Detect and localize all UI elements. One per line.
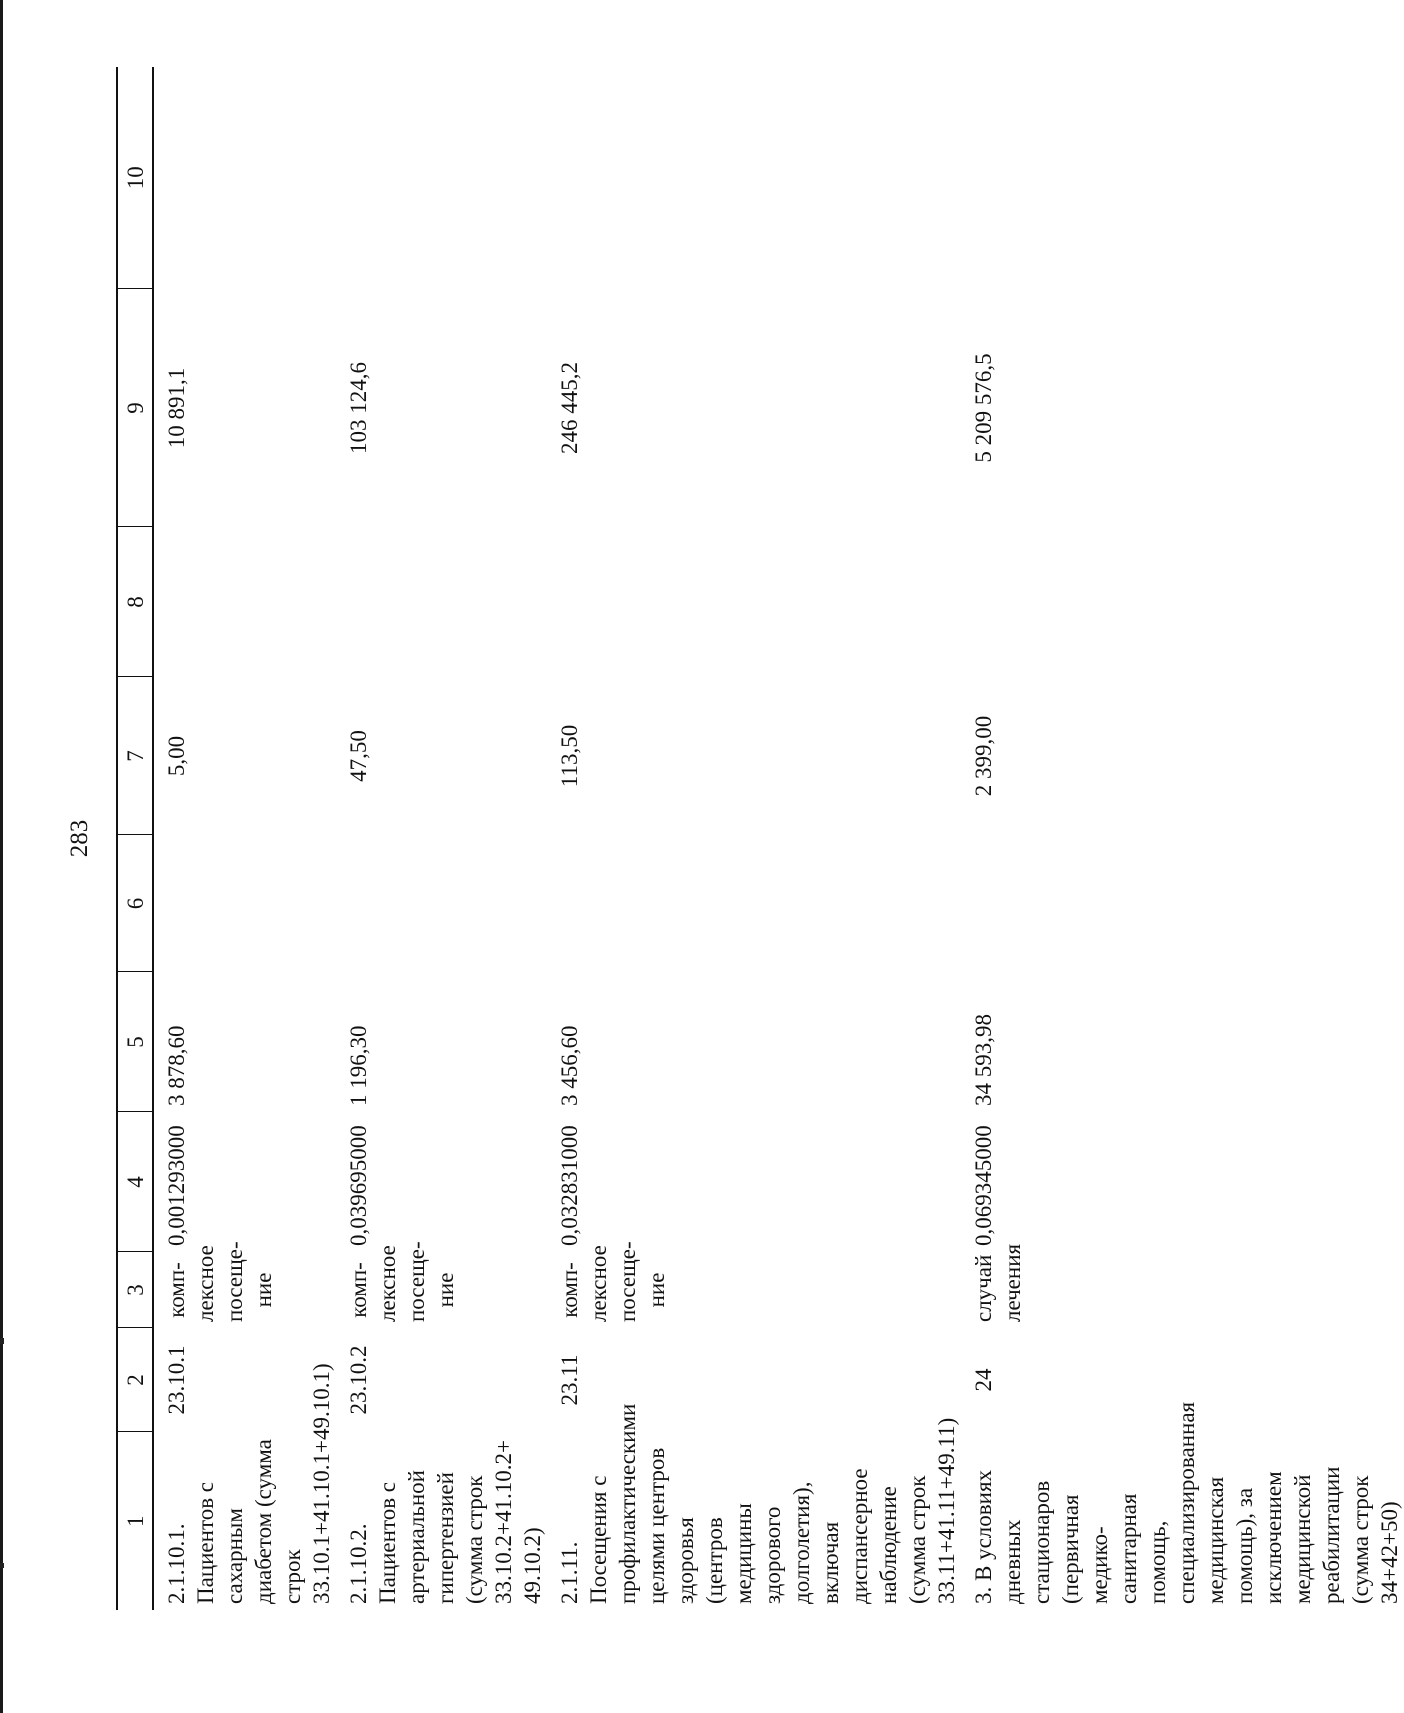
scan-edge-line	[0, 0, 3, 1713]
row-code-cell: 24	[971, 1368, 996, 1392]
header-cell	[117, 527, 153, 677]
row-col8-cell	[547, 527, 961, 677]
header-label: 1	[122, 1515, 148, 1527]
data-table	[116, 67, 1404, 1610]
row-col6-cell	[336, 835, 547, 972]
header-label: 7	[122, 750, 148, 762]
row-name-cell: 2.1.11. Посещения с профилактическими целями центров здоровья (центров медицины здорового долголетия), включая диспансерное наблюдение (сумма строк 33.11+41.11+49.11)	[557, 1403, 959, 1604]
row-col7-cell: 2 399,00	[971, 715, 996, 797]
row-col5-cell: 3 456,60	[557, 1025, 582, 1106]
header-cell	[117, 972, 153, 1112]
row-col10-cell	[153, 67, 336, 289]
row-unit-cell: случай лечения	[971, 1243, 1025, 1322]
header-label: 3	[122, 1284, 148, 1296]
row-col9-cell: 103 124,6	[346, 362, 371, 454]
table-row	[547, 67, 961, 1610]
row-col10-cell	[547, 67, 961, 289]
row-unit-cell: комп-лексное посеще-ние	[346, 1241, 458, 1322]
row-name-cell: 2.1.10.1. Пациентов с сахарным диабетом (сумма строк 33.10.1+41.10.1+49.10.1)	[164, 1363, 334, 1604]
header-cell	[117, 1328, 153, 1432]
header-label: 6	[122, 897, 148, 910]
row-col5-cell: 1 196,30	[346, 1025, 371, 1106]
row-col10-cell	[961, 67, 1404, 289]
row-name-cell: 2.1.10.2. Пациентов с артериальной гипертензией (сумма строк 33.10.2+41.10.2+ 49.10.2)	[346, 1440, 545, 1604]
header-cell	[117, 1432, 153, 1610]
table-row	[961, 67, 1404, 1610]
row-col7-cell: 5,00	[164, 735, 189, 777]
row-col6-cell	[547, 835, 961, 972]
row-col4-cell: 0,039695000	[346, 1125, 371, 1246]
table-row	[336, 67, 547, 1610]
header-label: 9	[122, 402, 148, 414]
header-label: 8	[122, 596, 148, 608]
header-row	[117, 67, 153, 1610]
row-col6-cell	[961, 835, 1404, 972]
row-col9-cell: 5 209 576,5	[971, 353, 996, 463]
header-cell	[117, 835, 153, 972]
row-code-cell: 23.10.1	[164, 1345, 189, 1415]
page-number: 283	[66, 819, 93, 858]
row-col7-cell: 47,50	[346, 730, 371, 782]
row-col9-cell: 10 891,1	[164, 367, 189, 449]
header-label: 4	[122, 1176, 148, 1188]
header-cell	[117, 289, 153, 527]
row-col8-cell	[336, 527, 547, 677]
row-col10-cell	[336, 67, 547, 289]
header-cell	[117, 1112, 153, 1252]
row-unit-cell: комп-лексное посеще-ние	[164, 1241, 276, 1322]
row-code-cell: 23.11	[557, 1354, 582, 1406]
row-col8-cell	[961, 527, 1404, 677]
header-label: 5	[122, 1036, 148, 1048]
row-col5-cell: 34 593,98	[971, 1014, 996, 1106]
row-name-cell: 3. В условиях дневных стационаров (первичная медико-санитарная помощь, специализированная медицинская помощь), за исключением медицинской реабилитации (сумма строк 34+42+50)	[971, 1401, 1402, 1604]
table-row	[153, 67, 336, 1610]
scan-mark	[0, 1338, 4, 1344]
row-col4-cell: 0,032831000	[557, 1125, 582, 1246]
row-col9-cell: 246 445,2	[557, 362, 582, 454]
rotated-document-page	[60, 67, 1402, 1610]
row-col6-cell	[153, 835, 336, 972]
row-col8-cell	[153, 527, 336, 677]
row-col7-cell: 113,50	[557, 724, 582, 788]
row-code-cell: 23.10.2	[346, 1345, 371, 1415]
row-col4-cell: 0,001293000	[164, 1125, 189, 1246]
header-cell	[117, 677, 153, 835]
header-cell	[117, 67, 153, 289]
header-cell	[117, 1252, 153, 1328]
row-col5-cell: 3 878,60	[164, 1025, 189, 1106]
header-label: 2	[122, 1374, 148, 1386]
scan-mark	[0, 1563, 4, 1568]
row-col4-cell: 0,069345000	[971, 1125, 996, 1246]
row-unit-cell: комп-лексное посеще-ние	[557, 1241, 669, 1322]
header-label: 10	[122, 166, 148, 190]
